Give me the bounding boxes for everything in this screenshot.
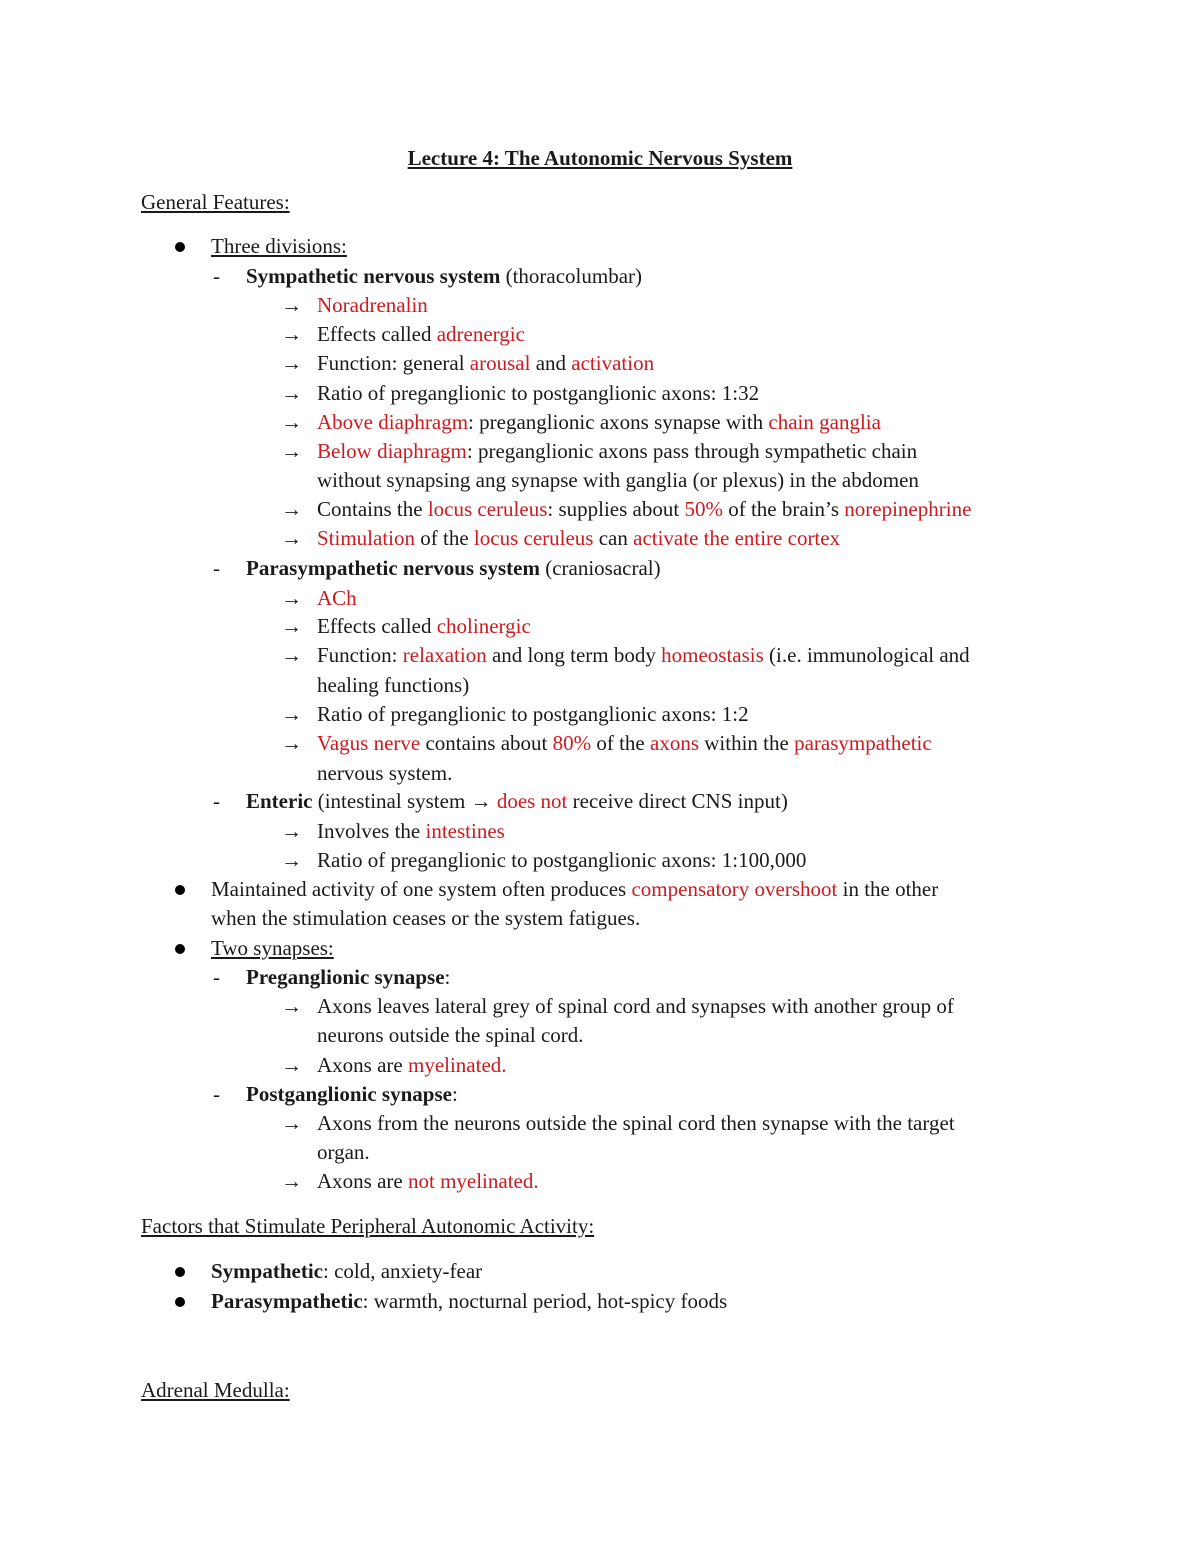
- arrow-line: [317, 992, 954, 1020]
- arrow-line: [317, 379, 759, 407]
- bullet-icon: [175, 1297, 185, 1307]
- text-segment: Factors that Stimulate Peripheral Autonomic Activity:: [141, 1214, 595, 1238]
- arrow-icon: →: [281, 1111, 302, 1135]
- arrow-line: [317, 729, 932, 757]
- text-segment: healing functions): [317, 673, 470, 697]
- bullet-line: [211, 1287, 727, 1315]
- text-segment: Axons are: [317, 1053, 408, 1077]
- dash-line: [246, 1080, 458, 1108]
- arrow-line: [317, 817, 505, 845]
- bullet-line: [211, 934, 334, 962]
- text-segment: Adrenal Medulla:: [141, 1378, 290, 1402]
- arrow-icon: →: [281, 994, 302, 1018]
- text-segment: General Features:: [141, 190, 290, 214]
- text-segment: 50%: [684, 497, 723, 521]
- text-segment: when the stimulation ceases or the system fatigues.: [211, 906, 641, 930]
- text-segment: (i.e. immunological and: [763, 643, 970, 667]
- dash-line: [246, 963, 450, 991]
- text-segment: cholinergic: [436, 614, 531, 638]
- text-segment: Three divisions:: [211, 234, 347, 258]
- cont-line: [317, 1021, 584, 1049]
- text-segment: Axons are: [317, 1169, 408, 1193]
- text-segment: Postganglionic synapse: [246, 1082, 452, 1106]
- arrow-line: [317, 495, 971, 523]
- arrow-icon: →: [281, 819, 302, 843]
- text-segment: locus ceruleus: [473, 526, 594, 550]
- text-segment: Function: general: [317, 351, 470, 375]
- text-segment: Noradrenalin: [317, 293, 428, 317]
- text-segment: can: [593, 526, 634, 550]
- text-segment: axons: [650, 731, 700, 755]
- bullet-line: [211, 1257, 482, 1285]
- text-segment: Parasympathetic nervous system: [246, 556, 540, 580]
- text-segment: within the: [699, 731, 795, 755]
- dash-line: [246, 554, 661, 582]
- dash-marker: -: [213, 965, 220, 989]
- arrow-icon: →: [281, 497, 302, 521]
- bullet-icon: [175, 885, 185, 895]
- dash-line: [246, 262, 642, 290]
- text-segment: Two synapses:: [211, 936, 334, 960]
- cont-line: [317, 671, 469, 699]
- dash-marker: -: [213, 1082, 220, 1106]
- arrow-line: [317, 291, 428, 319]
- arrow-line: [317, 846, 806, 874]
- text-segment: Sympathetic nervous system: [246, 264, 501, 288]
- text-segment: Sympathetic: [211, 1259, 323, 1283]
- arrow-line: [317, 437, 917, 465]
- bullet-icon: [175, 944, 185, 954]
- text-segment: Preganglionic synapse: [246, 965, 445, 989]
- text-segment: nervous system.: [317, 761, 453, 785]
- text-segment: in the other: [837, 877, 939, 901]
- dash-line: [246, 787, 788, 815]
- text-segment: myelinated.: [407, 1053, 507, 1077]
- text-segment: organ.: [317, 1140, 370, 1164]
- text-segment: : cold, anxiety-fear: [323, 1259, 483, 1283]
- text-segment: :: [444, 965, 451, 989]
- text-segment: Vagus nerve: [317, 731, 421, 755]
- text-segment: Below diaphragm: [317, 439, 467, 463]
- bullet-line: [211, 875, 938, 903]
- dash-marker: -: [213, 264, 220, 288]
- text-segment: adrenergic: [436, 322, 525, 346]
- arrow-icon: →: [281, 381, 302, 405]
- arrow-icon: →: [281, 410, 302, 434]
- arrow-icon: →: [281, 848, 302, 872]
- text-segment: : supplies about: [547, 497, 685, 521]
- arrow-icon: →: [281, 1053, 302, 1077]
- text-segment: not myelinated.: [407, 1169, 539, 1193]
- arrow-icon: →: [281, 293, 302, 317]
- text-segment: Effects called: [317, 614, 437, 638]
- text-segment: Enteric: [246, 789, 313, 813]
- text-segment: (craniosacral): [539, 556, 661, 580]
- text-segment: Involves the: [317, 819, 426, 843]
- bullet-line: [211, 232, 347, 260]
- text-segment: Function:: [317, 643, 403, 667]
- text-segment: and: [530, 351, 572, 375]
- arrow-line: [317, 641, 970, 669]
- text-segment: Axons from the neurons outside the spinal cord then synapse with the target: [317, 1111, 955, 1135]
- text-segment: : preganglionic axons synapse with: [468, 410, 769, 434]
- text-segment: Contains the: [317, 497, 428, 521]
- arrow-icon: →: [281, 702, 302, 726]
- arrow-line: [317, 612, 531, 640]
- text-segment: Ratio of preganglionic to postganglionic axons: 1:32: [317, 381, 760, 405]
- text-segment: of the: [591, 731, 651, 755]
- arrow-icon: →: [281, 526, 302, 550]
- arrow-icon: →: [281, 731, 302, 755]
- text-segment: (thoracolumbar): [500, 264, 643, 288]
- arrow-icon: →: [281, 643, 302, 667]
- text-segment: locus ceruleus: [427, 497, 548, 521]
- text-segment: Parasympathetic: [211, 1289, 363, 1313]
- text-segment: Ratio of preganglionic to postganglionic axons: 1:2: [317, 702, 749, 726]
- text-segment: Axons leaves lateral grey of spinal cord and synapses with another group of: [317, 994, 954, 1018]
- arrow-icon: →: [281, 586, 302, 610]
- text-segment: activate the entire cortex: [633, 526, 841, 550]
- text-segment: ACh: [317, 586, 357, 610]
- arrow-line: [317, 408, 881, 436]
- plain-line: [141, 1212, 594, 1240]
- arrow-line: [317, 700, 749, 728]
- text-segment: Stimulation: [317, 526, 416, 550]
- arrow-line: [317, 320, 525, 348]
- text-segment: Above diaphragm: [317, 410, 469, 434]
- text-segment: contains about: [420, 731, 553, 755]
- arrow-icon: →: [281, 351, 302, 375]
- text-segment: : preganglionic axons pass through sympathetic chain: [466, 439, 918, 463]
- text-segment: of the brain’s: [722, 497, 845, 521]
- text-segment: does not: [496, 789, 568, 813]
- bullet-icon: [175, 1267, 185, 1277]
- text-segment: :: [451, 1082, 458, 1106]
- text-segment: Maintained activity of one system often produces: [211, 877, 632, 901]
- page-title: [0, 144, 1200, 172]
- arrow-icon: →: [281, 322, 302, 346]
- plain-line: [141, 1376, 290, 1404]
- text-segment: receive direct CNS input): [567, 789, 788, 813]
- text-segment: : warmth, nocturnal period, hot-spicy foods: [362, 1289, 728, 1313]
- text-segment: of the: [415, 526, 474, 550]
- text-segment: Effects called: [317, 322, 437, 346]
- text-segment: without synapsing ang synapse with ganglia (or plexus) in the abdomen: [317, 468, 919, 492]
- arrow-line: [317, 584, 357, 612]
- plain-line: [141, 188, 290, 216]
- arrow-icon: →: [281, 614, 302, 638]
- text-segment: parasympathetic: [794, 731, 932, 755]
- bullet-icon: [175, 242, 185, 252]
- arrow-line: [317, 349, 654, 377]
- arrow-icon: →: [281, 439, 302, 463]
- dash-marker: -: [213, 556, 220, 580]
- text-segment: Lecture 4: The Autonomic Nervous System: [407, 146, 793, 170]
- text-segment: Ratio of preganglionic to postganglionic axons: 1:100,000: [317, 848, 807, 872]
- text-segment: (intestinal system →: [312, 789, 497, 813]
- text-segment: and long term body: [486, 643, 662, 667]
- text-segment: neurons outside the spinal cord.: [317, 1023, 584, 1047]
- text-segment: arousal: [469, 351, 531, 375]
- arrow-icon: →: [281, 1169, 302, 1193]
- cont-line: [211, 904, 640, 932]
- dash-marker: -: [213, 789, 220, 813]
- arrow-line: [317, 1167, 539, 1195]
- text-segment: intestines: [425, 819, 505, 843]
- text-segment: homeostasis: [661, 643, 764, 667]
- text-segment: norepinephrine: [844, 497, 972, 521]
- text-segment: activation: [571, 351, 655, 375]
- text-segment: compensatory overshoot: [631, 877, 838, 901]
- cont-line: [317, 1138, 370, 1166]
- arrow-line: [317, 1109, 955, 1137]
- cont-line: [317, 759, 452, 787]
- arrow-line: [317, 524, 840, 552]
- arrow-line: [317, 1051, 507, 1079]
- text-segment: relaxation: [402, 643, 487, 667]
- text-segment: 80%: [552, 731, 592, 755]
- text-segment: chain ganglia: [768, 410, 881, 434]
- cont-line: [317, 466, 919, 494]
